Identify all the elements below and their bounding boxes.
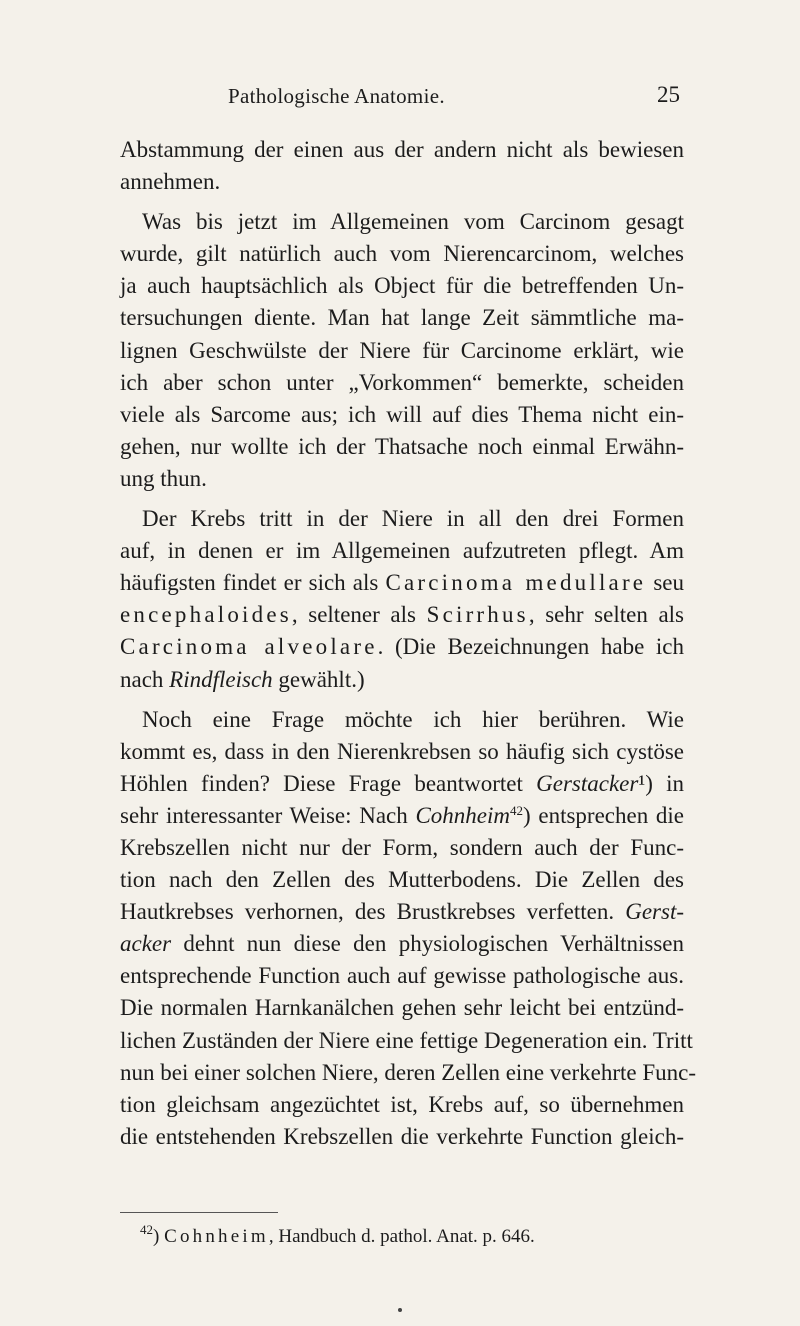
text-line: gehen, nur wollte ich der Thatsache noch einmal Erwähn- (120, 433, 684, 459)
text-segment: gewählt.) (272, 666, 365, 692)
text-segment: dehnt nun diese den physiologischen Verhältnissen (171, 931, 684, 957)
footnote-text: , Handbuch d. pathol. Anat. p. 646. (268, 1226, 535, 1247)
page-number: 25 (657, 82, 680, 107)
text-line: Krebszellen nicht nur der Form, sondern auch der Func- (120, 834, 684, 860)
text-segment: häufigsten findet er sich als (120, 570, 386, 596)
paragraph-1 (120, 134, 684, 198)
text-line: Abstammung der einen aus der andern nicht als bewiesen (120, 137, 684, 162)
text-segment: . (Die Bezeichnungen habe ich (377, 634, 684, 660)
text-line: tion nach den Zellen des Mutterbodens. Die Zellen des (120, 867, 684, 893)
author-name-gerstacker: Gerstacker (536, 770, 639, 796)
text-segment: sehr interessanter Weise: Nach (120, 802, 416, 828)
text-line: Die normalen Harnkanälchen gehen sehr leicht bei entzünd- (120, 995, 684, 1021)
text-line: viele als Sarcome aus; ich will auf dies Thema nicht ein- (120, 401, 684, 427)
text-line: ung thun. (120, 465, 207, 491)
author-name-cohnheim: Cohnheim (415, 802, 511, 828)
paragraph-2 (120, 206, 684, 495)
paragraph-4 (120, 704, 697, 1153)
text-line (120, 800, 684, 832)
term-scirrhus: Scirrhus (426, 602, 529, 628)
text-line: annehmen. (120, 169, 221, 195)
paragraph-3 (120, 503, 684, 696)
text-segment: , seltener als (291, 602, 427, 628)
text-line: tion gleichsam angezüchtet ist, Krebs auf, so übernehmen (120, 1091, 684, 1117)
footnote-text: ) (153, 1226, 165, 1247)
text-line: Was bis jetzt im Allgemeinen vom Carcinom gesagt (142, 209, 684, 235)
text-line (120, 631, 684, 663)
text-line: tersuchungen diente. Man hat lange Zeit sämmtliche ma- (120, 305, 684, 331)
text-line: Der Krebs tritt in der Niere in all den drei Formen (142, 506, 684, 532)
text-line: die entstehenden Krebszellen die verkehrte Function gleich- (120, 1123, 684, 1149)
page-header (120, 84, 680, 114)
term-carcinoma-alveolare: Carcinoma alveolare (120, 634, 378, 660)
text-line (120, 928, 684, 960)
text-line: Noch eine Frage möchte ich hier berühren. Wie (142, 706, 684, 732)
text-line: lignen Geschwülste der Niere für Carcinome erklärt, wie (120, 337, 684, 363)
text-segment: Höhlen finden? Diese Frage beantwortet (120, 770, 537, 796)
text-segment: , sehr selten als (528, 602, 684, 628)
ink-spot (398, 1308, 402, 1312)
author-name-gerstacker: Gerst- (625, 899, 684, 925)
text-line (120, 599, 684, 631)
text-line: ich aber schon unter „Vorkommen“ bemerkte, scheiden (120, 369, 684, 395)
term-encephaloides: encephaloides (120, 602, 292, 628)
author-name-gerstacker: acker (120, 931, 172, 957)
text-line: kommt es, dass in den Nierenkrebsen so häufig sich cystöse (120, 738, 684, 764)
running-title: Pathologische Anatomie. (228, 84, 445, 108)
text-line: nun bei einer solchen Niere, deren Zellen eine verkehrte Func- (120, 1059, 697, 1085)
footnote-marker: 42 (140, 1222, 153, 1237)
text-segment: nach (120, 666, 170, 692)
text-segment: in (652, 770, 684, 796)
text-segment: ) entsprechen die (523, 802, 684, 828)
footnote-divider (120, 1212, 278, 1213)
text-line (120, 664, 684, 696)
text-line: lichen Zuständen der Niere eine fettige Degeneration ein. Tritt (120, 1027, 693, 1053)
text-line (120, 567, 684, 599)
body-text (120, 134, 697, 1153)
text-line: auf, in denen er im Allgemeinen aufzutreten pflegt. Am (120, 538, 684, 564)
text-line (120, 896, 684, 928)
author-name-rindfleisch: Rindfleisch (169, 666, 273, 692)
text-segment: Hautkrebses verhornen, des Brustkrebses verfetten. (120, 899, 626, 925)
footnote-ref: 42 (510, 802, 524, 818)
footnote (140, 1222, 535, 1248)
text-line (120, 768, 684, 800)
text-line: wurde, gilt natürlich auch vom Nierencarcinom, welches (120, 241, 684, 267)
text-line: ja auch hauptsächlich als Object für die betreffenden Un- (120, 273, 684, 299)
footnote-author: Cohnheim (164, 1226, 269, 1247)
footnote-ref: ¹) (638, 770, 653, 796)
term-carcinoma-medullare: Carcinoma medullare (385, 570, 647, 596)
text-segment: seu (646, 570, 684, 596)
text-line: entsprechende Function auch auf gewisse pathologische aus. (120, 963, 684, 989)
